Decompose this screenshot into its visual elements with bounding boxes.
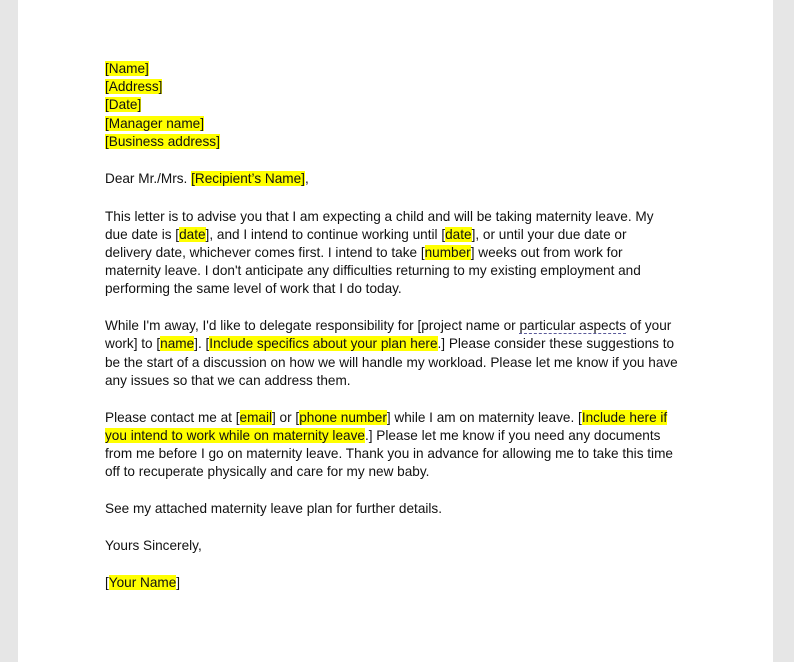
- phone-placeholder[interactable]: phone number: [299, 409, 387, 425]
- signature-name[interactable]: Your Name: [108, 575, 177, 591]
- sender-address-line: [Address]: [105, 79, 163, 95]
- manager-name-line: [Manager name]: [105, 115, 204, 131]
- work-intent-placeholder[interactable]: Include here if: [581, 409, 668, 425]
- paragraph-intro: This letter is to advise you that I am expecting a child and will be taking maternity leave. My due date is [date], and I intend to continue working until [date], or until your due date or delivery date, whichever comes first. I intend to take [number] weeks out from work for maternity leave. I don't anticipate any difficulties returning to my existing employment and performing the same level of work that I do today.: [105, 208, 654, 297]
- paragraph-contact: Please contact me at [email] or [phone number] while I am on maternity leave. [Include here if you intend to work while on maternity leave.] Please let me know if you need any documents from me before I go on maternity leave. Thank you in advance for allowing me to take this time off to recuperate physically and care for my new baby.: [105, 409, 673, 480]
- sender-name[interactable]: Name: [108, 61, 146, 76]
- paragraph-attached-plan: See my attached maternity leave plan for further details.: [105, 501, 442, 517]
- delegate-name-placeholder[interactable]: name: [160, 336, 195, 352]
- work-intent-placeholder-cont[interactable]: you intend to work while on maternity leave: [105, 427, 365, 443]
- paragraph-delegation: While I'm away, I'd like to delegate responsibility for [project name or particular aspects of your work] to [name]. [Include specifics about your plan here.] Please consider these suggestions to be the start of a discussion on how we will handle my workload. Please let me know if you have any issues so that we can address them.: [105, 318, 678, 388]
- sender-address[interactable]: Address: [108, 79, 159, 95]
- sender-name-line: [Name]: [105, 61, 149, 76]
- letter-date[interactable]: Date: [108, 97, 138, 113]
- spellcheck-underline[interactable]: particular aspects: [519, 318, 626, 334]
- weeks-number-placeholder[interactable]: number: [424, 245, 471, 261]
- business-address[interactable]: Business address: [108, 133, 217, 149]
- recipient-name[interactable]: Recipient’s Name: [194, 170, 302, 186]
- work-until-date-placeholder[interactable]: date: [445, 226, 472, 242]
- plan-specifics-placeholder[interactable]: Include specifics about your plan here: [209, 336, 438, 352]
- business-address-line: [Business address]: [105, 133, 220, 149]
- signature-line: [Your Name]: [105, 575, 181, 591]
- document-page: [18, 0, 773, 662]
- salutation: Dear Mr./Mrs. [Recipient’s Name],: [105, 170, 309, 186]
- due-date-placeholder[interactable]: date: [179, 226, 206, 242]
- sender-block: [105, 60, 705, 151]
- manager-name[interactable]: Manager name: [108, 115, 201, 131]
- letter-body: [105, 60, 705, 592]
- closing: Yours Sincerely,: [105, 537, 202, 553]
- letter-date-line: [Date]: [105, 97, 142, 113]
- email-placeholder[interactable]: email: [239, 409, 272, 425]
